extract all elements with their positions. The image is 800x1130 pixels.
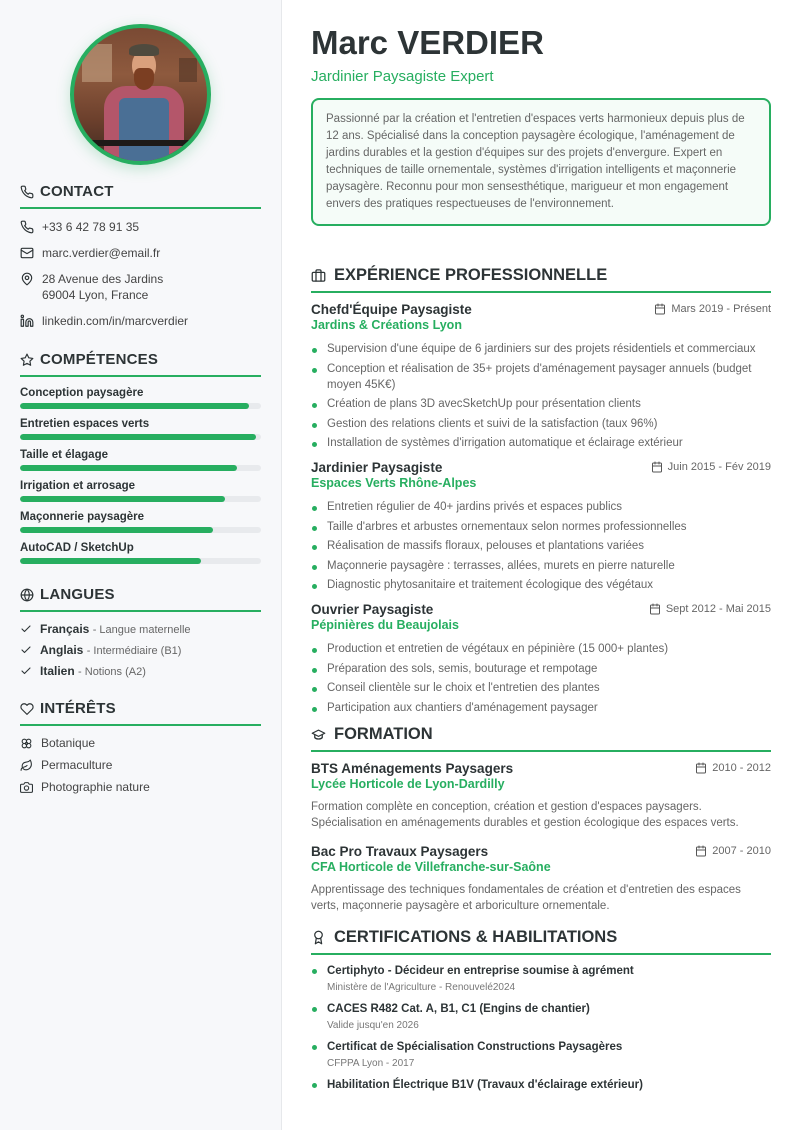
contact-address <box>20 271 261 303</box>
calendar-icon <box>649 603 661 615</box>
experience-entry <box>311 460 771 593</box>
job-title: Jardinier Paysagiste Expert <box>311 68 494 85</box>
language-item <box>20 643 261 657</box>
experience-section <box>311 266 771 716</box>
responsibility-item: Maçonnerie paysagère : terrasses, allées, murets en pierre naturelle <box>311 558 771 574</box>
entry-header <box>311 602 771 617</box>
briefcase-icon <box>311 268 326 283</box>
language-text <box>40 643 181 657</box>
calendar-icon <box>695 845 707 857</box>
company-name: Jardins & Créations Lyon <box>311 318 462 332</box>
skill-bar-track <box>20 558 261 564</box>
check-icon <box>20 623 32 635</box>
responsibility-item: Conception et réalisation de 35+ projets d'aménagement paysager annuels (budget moyen 45K€) <box>311 361 771 393</box>
address-line-2: 69004 Lyon, France <box>42 288 149 302</box>
skills-title: COMPÉTENCES <box>40 351 159 368</box>
skill-bar-track <box>20 465 261 471</box>
contact-email[interactable] <box>20 245 261 261</box>
experience-entry <box>311 302 771 451</box>
skill-item <box>20 387 261 409</box>
language-text <box>40 622 191 636</box>
company-name: Espaces Verts Rhône-Alpes <box>311 476 477 490</box>
responsibility-item: Diagnostic phytosanitaire et traitement écologique des végétaux <box>311 577 771 593</box>
languages-title: LANGUES <box>40 586 115 603</box>
contact-section <box>20 183 261 329</box>
language-level: - Notions (A2) <box>78 666 146 678</box>
certification-detail: Valide jusqu'en 2026 <box>327 1019 419 1031</box>
education-entry <box>311 761 771 831</box>
heart-icon <box>20 702 34 716</box>
interest-item <box>20 736 261 750</box>
skill-bar-track <box>20 496 261 502</box>
map-pin-icon <box>20 272 34 286</box>
entry-header <box>311 844 771 859</box>
language-level: - Langue maternelle <box>92 624 191 636</box>
skills-list <box>20 387 261 564</box>
date-text: 2010 - 2012 <box>712 761 771 774</box>
languages-section <box>20 586 261 678</box>
certification-item <box>311 1078 771 1093</box>
responsibilities-list <box>311 341 771 451</box>
check-icon <box>20 665 32 677</box>
contact-linkedin[interactable] <box>20 313 261 329</box>
candidate-name: Marc VERDIER <box>311 24 544 61</box>
skill-name: Conception paysagère <box>20 387 144 399</box>
linkedin-icon <box>20 314 34 328</box>
school-name: CFA Horticole de Villefranche-sur-Saône <box>311 859 551 874</box>
interests-title: INTÉRÊTS <box>40 700 116 717</box>
camera-icon <box>20 781 33 794</box>
certification-name: Certificat de Spécialisation Constructions Paysagères <box>327 1040 623 1053</box>
date-text: 2007 - 2010 <box>712 844 771 857</box>
entry-header <box>311 761 771 776</box>
skills-section <box>20 351 261 564</box>
skill-bar-track <box>20 403 261 409</box>
globe-icon <box>20 588 34 602</box>
graduation-cap-icon <box>311 727 326 742</box>
certification-item <box>311 1002 771 1031</box>
interest-label: Photographie nature <box>41 780 150 794</box>
mail-icon <box>20 246 34 260</box>
skill-bar-fill <box>20 403 249 409</box>
language-text <box>40 664 146 678</box>
phone-icon <box>20 220 34 234</box>
language-item <box>20 664 261 678</box>
interests-heading <box>20 700 261 726</box>
contact-phone[interactable] <box>20 219 261 235</box>
responsibility-item: Taille d'arbres et arbustes ornementaux selon normes professionnelles <box>311 519 771 535</box>
degree-name: BTS Aménagements Paysagers <box>311 760 514 776</box>
responsibility-item: Installation de systèmes d'irrigation automatique et éclairage extérieur <box>311 435 771 451</box>
job-role: Chefd'Équipe Paysagiste <box>311 302 472 317</box>
job-role: Ouvrier Paysagiste <box>311 602 434 617</box>
date-text: Mars 2019 - Présent <box>671 303 771 315</box>
certifications-title: CERTIFICATIONS & HABILITATIONS <box>334 927 618 946</box>
entry-header <box>311 302 771 317</box>
leaf-icon <box>20 759 33 772</box>
skill-item <box>20 480 261 502</box>
award-icon <box>311 930 326 945</box>
responsibility-item: Entretien régulier de 40+ jardins privés et espaces publics <box>311 499 771 515</box>
education-section <box>311 725 771 914</box>
experience-heading <box>311 266 771 293</box>
skill-item <box>20 449 261 471</box>
certification-detail: CFPPA Lyon - 2017 <box>327 1057 415 1069</box>
main-content <box>282 0 800 1130</box>
date-text: Juin 2015 - Fév 2019 <box>667 461 771 473</box>
responsibility-item: Participation aux chantiers d'aménagement paysager <box>311 700 771 716</box>
responsibility-item: Création de plans 3D avecSketchUp pour présentation clients <box>311 396 771 412</box>
interests-section <box>20 700 261 794</box>
email-text: marc.verdier@email.fr <box>42 246 161 260</box>
responsibility-item: Gestion des relations clients et suivi de la satisfaction (taux 96%) <box>311 416 771 432</box>
job-role: Jardinier Paysagiste <box>311 460 443 475</box>
skill-bar-fill <box>20 527 213 533</box>
calendar-icon <box>651 461 663 473</box>
skill-name: Entretien espaces verts <box>20 418 150 430</box>
experience-title: EXPÉRIENCE PROFESSIONNELLE <box>334 266 608 284</box>
language-name: Français <box>40 622 90 636</box>
skill-bar-track <box>20 434 261 440</box>
entry-date <box>649 603 771 615</box>
skill-name: Taille et élagage <box>20 449 108 461</box>
sidebar <box>0 0 282 1130</box>
skill-name: Maçonnerie paysagère <box>20 511 145 523</box>
profile-photo <box>70 24 211 165</box>
interest-item <box>20 758 261 772</box>
language-name: Anglais <box>40 643 84 657</box>
calendar-icon <box>654 303 666 315</box>
responsibility-item: Supervision d'une équipe de 6 jardiniers sur des projets résidentiels et commerciaux <box>311 341 771 357</box>
interest-label: Botanique <box>41 736 96 750</box>
interest-item <box>20 780 261 794</box>
skill-item <box>20 542 261 564</box>
languages-heading <box>20 586 261 612</box>
experience-list <box>311 302 771 716</box>
flower-icon <box>20 737 33 750</box>
photo-wrapper <box>20 24 261 165</box>
profile-summary: Passionné par la création et l'entretien d'espaces verts harmonieux depuis plus de 12 ans. Spécialisé dans la conception paysagère écologique, l'aménagement de jardins durables et la gestion d'équipes sur des projets d'envergure. Expert en techniques de taille ornementale, systèmes d'irrigation intelligents et maçonnerie paysagère. Reconnu pour mon sensesthétique, marigueur et mon engagement envers des pratiques respectueuses de l'environnement. <box>311 98 771 226</box>
certifications-heading <box>311 928 771 955</box>
language-item <box>20 622 261 636</box>
responsibility-item: Conseil clientèle sur le choix et l'entretien des plantes <box>311 680 771 696</box>
check-icon <box>20 644 32 656</box>
company-name: Pépinières du Beaujolais <box>311 618 459 632</box>
skill-item <box>20 418 261 440</box>
address-line-1: 28 Avenue des Jardins <box>42 272 164 286</box>
certification-name: CACES R482 Cat. A, B1, C1 (Engins de chantier) <box>327 1002 590 1015</box>
entry-date <box>695 845 771 857</box>
skill-bar-fill <box>20 558 201 564</box>
linkedin-text: linkedin.com/in/marcverdier <box>42 314 189 328</box>
certification-name: Certiphyto - Décideur en entreprise soumise à agrément <box>327 964 634 977</box>
skill-bar-fill <box>20 496 225 502</box>
interest-label: Permaculture <box>41 758 113 772</box>
responsibility-item: Préparation des sols, semis, bouturage et rempotage <box>311 661 771 677</box>
contact-title: CONTACT <box>40 183 114 200</box>
education-description: Formation complète en conception, création et gestion d'espaces paysagers. Spécialisation en aménagements durables et gestion écologique des espaces verts. <box>311 800 739 829</box>
certifications-section <box>311 928 771 1093</box>
entry-header <box>311 460 771 475</box>
phone-icon <box>20 185 34 199</box>
skill-bar-fill <box>20 434 256 440</box>
education-entry <box>311 844 771 914</box>
education-title: FORMATION <box>334 724 433 743</box>
language-name: Italien <box>40 664 75 678</box>
skill-bar-fill <box>20 465 237 471</box>
calendar-icon <box>695 762 707 774</box>
certification-item <box>311 964 771 993</box>
skill-item <box>20 511 261 533</box>
certification-name: Habilitation Électrique B1V (Travaux d'éclairage extérieur) <box>327 1078 643 1091</box>
responsibility-item: Réalisation de massifs floraux, pelouses et plantations variées <box>311 538 771 554</box>
certification-detail: Ministère de l'Agriculture - Renouvelé2024 <box>327 981 516 993</box>
experience-entry <box>311 602 771 716</box>
skills-heading <box>20 351 261 377</box>
date-text: Sept 2012 - Mai 2015 <box>665 603 771 615</box>
education-description: Apprentissage des techniques fondamentales de création et d'entretien des espaces verts, maçonnerie paysagère et arboriculture ornementale. <box>311 883 741 912</box>
star-icon <box>20 353 34 367</box>
responsibilities-list <box>311 641 771 716</box>
skill-name: Irrigation et arrosage <box>20 480 136 492</box>
education-list <box>311 761 771 914</box>
skill-name: AutoCAD / SketchUp <box>20 542 134 554</box>
school-name: Lycée Horticole de Lyon-Dardilly <box>311 776 505 791</box>
entry-date <box>695 762 771 774</box>
education-heading <box>311 725 771 752</box>
certifications-list <box>311 964 771 1093</box>
skill-bar-track <box>20 527 261 533</box>
degree-name: Bac Pro Travaux Paysagers <box>311 843 489 859</box>
responsibility-item: Production et entretien de végétaux en pépinière (15 000+ plantes) <box>311 641 771 657</box>
language-level: - Intermédiaire (B1) <box>86 645 182 657</box>
languages-list <box>20 622 261 678</box>
phone-text: +33 6 42 78 91 35 <box>42 220 140 234</box>
responsibilities-list <box>311 499 771 593</box>
certification-item <box>311 1040 771 1069</box>
entry-date <box>654 303 771 315</box>
contact-heading <box>20 183 261 209</box>
entry-date <box>651 461 771 473</box>
